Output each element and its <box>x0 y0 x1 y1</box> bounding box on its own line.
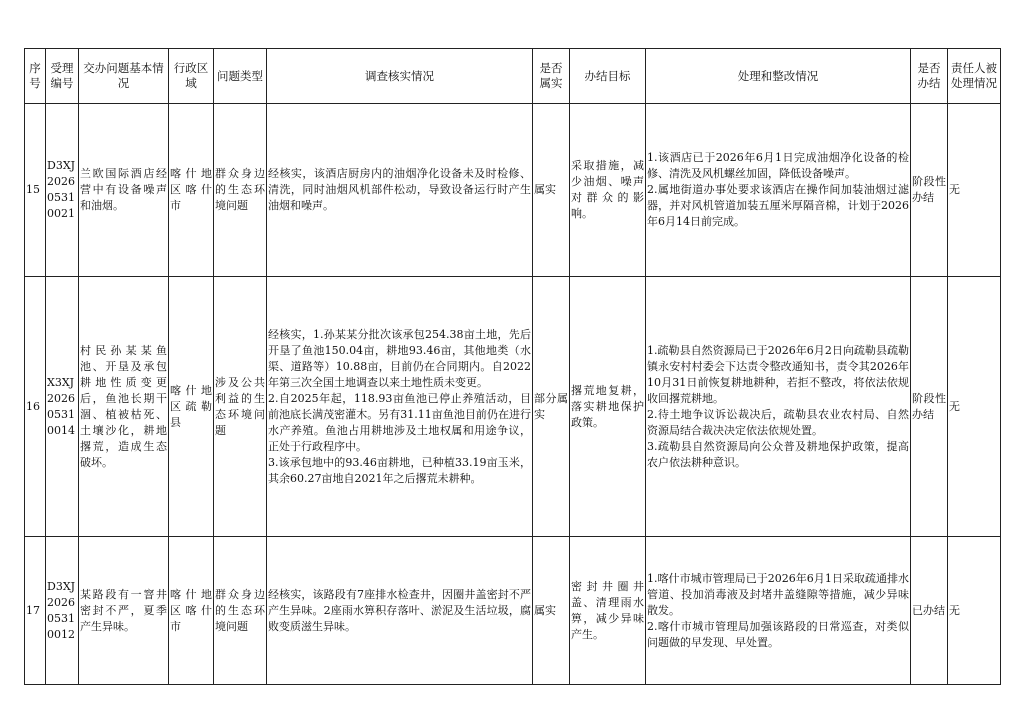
closed-cell: 已办结 <box>911 537 948 685</box>
accept-no-line: 0021 <box>47 207 75 220</box>
goal-cell: 密封井圈井盖、清理雨水箅，减少异味产生。 <box>570 537 646 685</box>
header-verified: 是否属实 <box>533 49 570 104</box>
header-seq: 序号 <box>25 49 46 104</box>
seq-cell: 15 <box>25 104 46 277</box>
table-row <box>25 537 1001 685</box>
verified-cell: 部分属实 <box>533 277 570 537</box>
handling-cell <box>646 277 911 537</box>
header-closed: 是否办结 <box>911 49 948 104</box>
accept-no-line: 0012 <box>47 627 75 641</box>
report-table <box>24 48 1001 685</box>
handling-item: 1.该酒店已于2026年6月1日完成油烟净化设备的检修、清洗及风机螺丝加固，降低设备噪声。 <box>647 151 909 180</box>
header-investigation: 调查核实情况 <box>267 49 533 104</box>
investigation-cell <box>267 277 533 537</box>
accept-no-cell <box>46 104 79 277</box>
accept-no-line: 0531 <box>47 407 75 421</box>
investigation-paragraph: 经核实，该酒店厨房内的油烟净化设备未及时检修、清洗，同时油烟风机部件松动，导致设备运行时产生油烟和噪声。 <box>268 167 531 212</box>
problem-cell: 村民孙某某鱼池、开垦及承包耕地性质变更后，鱼池长期干涸、植被枯死、土壤沙化，耕地撂荒，造成生态破坏。 <box>79 277 169 537</box>
accept-no-cell <box>46 537 79 685</box>
handling-item: 3.疏勒县自然资源局向公众普及耕地保护政策，提高农户依法耕种意识。 <box>647 439 909 469</box>
accept-no-line: D3XJ <box>47 579 76 593</box>
accountable-cell: 无 <box>948 104 1001 277</box>
table-row <box>25 277 1001 537</box>
investigation-paragraph: 经核实，1.孙某某分批次该承包254.38亩土地，先后开垦了鱼池150.04亩，耕地93.46亩，其他地类（水渠、道路等）10.88亩，目前仍在合同期内。自2022年第三次全国土地调查以来土地性质未变更。 <box>268 327 531 389</box>
header-accept-no: 受理编号 <box>46 49 79 104</box>
table-row <box>25 104 1001 277</box>
accountable-cell: 无 <box>948 537 1001 685</box>
verified-cell: 属实 <box>533 104 570 277</box>
goal-cell: 撂荒地复耕，落实耕地保护政策。 <box>570 277 646 537</box>
accept-no-line: 0014 <box>47 423 75 437</box>
seq-cell: 17 <box>25 537 46 685</box>
accept-no-line: 0531 <box>47 611 75 625</box>
header-accountable: 责任人被处理情况 <box>948 49 1001 104</box>
accept-no-cell <box>46 277 79 537</box>
type-cell: 群众身边的生态环境问题 <box>214 537 267 685</box>
goal-cell: 采取措施，减少油烟、噪声对群众的影响。 <box>570 104 646 277</box>
table-header <box>25 49 1001 104</box>
handling-cell <box>646 104 911 277</box>
handling-cell <box>646 537 911 685</box>
accept-no-line: D3XJ <box>47 159 76 172</box>
header-handling: 处理和整改情况 <box>646 49 911 104</box>
accountable-cell: 无 <box>948 277 1001 537</box>
accept-no-line: 2026 <box>47 595 75 609</box>
accept-no-line: 2026 <box>47 391 75 405</box>
header-type: 问题类型 <box>214 49 267 104</box>
closed-cell: 阶段性办结 <box>911 104 948 277</box>
accept-no-line: 2026 <box>47 175 75 188</box>
type-cell: 群众身边的生态环境问题 <box>214 104 267 277</box>
problem-cell: 某路段有一窨井密封不严，夏季产生异味。 <box>79 537 169 685</box>
header-problem: 交办问题基本情况 <box>79 49 169 104</box>
investigation-paragraph: 3.该承包地中的93.46亩耕地，已种植33.19亩玉米，其余60.27亩地自2021年之后撂荒未耕种。 <box>268 455 531 485</box>
investigation-paragraph: 2.自2025年起，118.93亩鱼池已停止养殖活动，目前池底长满茂密灌木。另有31.11亩鱼池目前仍在进行水产养殖。鱼池占用耕地涉及土地权属和用途争议，正处于行政程序中。 <box>268 391 531 453</box>
region-cell: 喀什地区喀什市 <box>169 104 214 277</box>
handling-item: 2.待土地争议诉讼裁决后，疏勒县农业农村局、自然资源局结合裁决决定依法依规处置。 <box>647 407 909 437</box>
handling-item: 1.喀什市城市管理局已于2026年6月1日采取疏通排水管道、投加消毒液及封堵井盖缝隙等措施，减少异味散发。 <box>647 571 909 617</box>
handling-item: 2.喀什市城市管理局加强该路段的日常巡查，对类似问题做的早发现、早处置。 <box>647 619 909 649</box>
closed-cell: 阶段性办结 <box>911 277 948 537</box>
type-cell: 涉及公共利益的生态环境问题 <box>214 277 267 537</box>
investigation-paragraph: 经核实，该路段有7座排水检查井，因圈井盖密封不严产生异味。2座雨水箅积存落叶、淤泥及生活垃圾，腐败变质滋生异味。 <box>268 587 531 633</box>
accept-no-line: X3XJ <box>47 375 75 389</box>
accept-no-line: 0531 <box>47 191 75 204</box>
problem-cell: 兰欧国际酒店经营中有设备噪声和油烟。 <box>79 104 169 277</box>
verified-cell: 属实 <box>533 537 570 685</box>
header-region: 行政区域 <box>169 49 214 104</box>
header-goal: 办结目标 <box>570 49 646 104</box>
handling-item: 1.疏勒县自然资源局已于2026年6月2日向疏勒县疏勒镇永安村村委会下达责令整改通知书，责令其2026年10月31日前恢复耕地耕种，若拒不整改，将依法依规收回撂荒耕地。 <box>647 343 909 405</box>
seq-cell: 16 <box>25 277 46 537</box>
investigation-cell <box>267 537 533 685</box>
handling-item: 2.属地街道办事处要求该酒店在操作间加装油烟过滤器，并对风机管道加装五厘米厚隔音棉，计划于2026年6月14日前完成。 <box>647 183 909 228</box>
region-cell: 喀什地区喀什市 <box>169 537 214 685</box>
region-cell: 喀什地区疏勒县 <box>169 277 214 537</box>
investigation-cell <box>267 104 533 277</box>
